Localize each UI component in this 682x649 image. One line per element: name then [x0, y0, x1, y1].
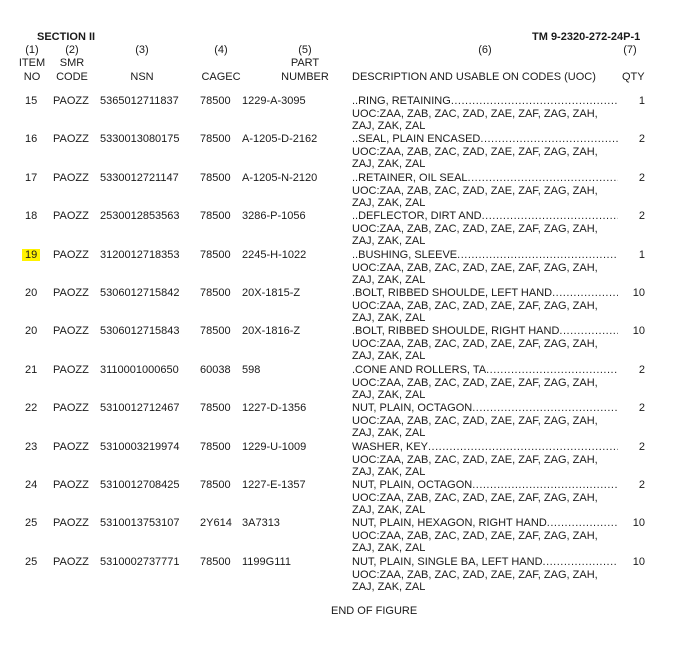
description	[352, 364, 618, 402]
item-number	[25, 249, 40, 262]
smr-code: PAOZZ	[53, 287, 89, 299]
uoc-line-continued: ZAJ, ZAK, ZAL	[352, 466, 426, 479]
description	[352, 133, 618, 171]
uoc-line-continued: ZAJ, ZAK, ZAL	[352, 504, 426, 517]
cagec: 78500	[200, 210, 231, 222]
uoc-line: UOC:ZAA, ZAB, ZAC, ZAD, ZAE, ZAF, ZAG, ZAH,	[352, 184, 598, 197]
nsn: 5310003219974	[100, 441, 180, 453]
highlighted-item-number: 19	[22, 249, 40, 261]
leader-dots	[552, 287, 618, 300]
header-no: NO	[23, 71, 41, 83]
nsn: 5365012711837	[100, 95, 179, 107]
header-part: PART	[290, 57, 320, 69]
uoc-line-continued: ZAJ, ZAK, ZAL	[352, 197, 426, 210]
leader-dots	[543, 556, 618, 569]
leader-dots	[472, 402, 618, 415]
smr-code: PAOZZ	[53, 210, 89, 222]
nsn: 5310002737771	[100, 556, 180, 568]
description-text: NUT, PLAIN, OCTAGON	[352, 402, 473, 414]
item-number-text: 23	[25, 441, 38, 453]
uoc-line-continued: ZAJ, ZAK, ZAL	[352, 274, 426, 287]
smr-code: PAOZZ	[53, 364, 89, 376]
description-text: ..DEFLECTOR, DIRT AND	[352, 210, 482, 222]
part-number: 20X-1815-Z	[242, 287, 301, 299]
leader-dots	[559, 325, 618, 338]
part-number: 1227-E-1357	[242, 479, 306, 491]
item-number	[25, 133, 37, 146]
leader-dots	[428, 441, 618, 454]
uoc-line-continued: ZAJ, ZAK, ZAL	[352, 158, 426, 171]
item-number-text: 20	[25, 325, 38, 337]
leader-dots	[482, 210, 618, 223]
item-number	[25, 556, 37, 569]
uoc-line-continued: ZAJ, ZAK, ZAL	[352, 120, 426, 133]
item-number-text: 16	[25, 133, 38, 145]
quantity: 1	[638, 95, 645, 107]
cagec: 78500	[200, 402, 231, 414]
cagec: 78500	[200, 172, 231, 184]
cagec: 78500	[200, 479, 231, 491]
item-number	[25, 402, 37, 415]
smr-code: PAOZZ	[53, 517, 89, 529]
leader-dots	[480, 133, 618, 146]
col-num-4: (4)	[214, 44, 228, 56]
quantity: 10	[632, 517, 645, 529]
smr-code: PAOZZ	[53, 479, 89, 491]
item-number	[25, 364, 37, 377]
cagec: 78500	[200, 441, 231, 453]
description	[352, 249, 618, 287]
item-number-text: 25	[25, 517, 38, 529]
cagec: 78500	[200, 287, 231, 299]
quantity: 2	[638, 441, 645, 453]
uoc-line-continued: ZAJ, ZAK, ZAL	[352, 581, 426, 594]
description	[352, 210, 618, 248]
part-number: 3A7313	[242, 517, 280, 529]
description-text: NUT, PLAIN, SINGLE BA, LEFT HAND	[352, 556, 543, 568]
cagec: 78500	[200, 325, 231, 337]
col-num-3: (3)	[135, 44, 149, 56]
item-number	[25, 479, 37, 492]
uoc-line: UOC:ZAA, ZAB, ZAC, ZAD, ZAE, ZAF, ZAG, ZAH,	[352, 529, 598, 542]
part-number: 2245-H-1022	[242, 249, 307, 261]
description-text: NUT, PLAIN, HEXAGON, RIGHT HAND	[352, 517, 547, 529]
uoc-line: UOC:ZAA, ZAB, ZAC, ZAD, ZAE, ZAF, ZAG, ZAH,	[352, 107, 598, 120]
header-nsn: NSN	[130, 71, 154, 83]
description-text: .BOLT, RIBBED SHOULDE, LEFT HAND	[352, 287, 553, 299]
item-number-text: 15	[25, 95, 38, 107]
uoc-line: UOC:ZAA, ZAB, ZAC, ZAD, ZAE, ZAF, ZAG, ZAH,	[352, 376, 598, 389]
uoc-line: UOC:ZAA, ZAB, ZAC, ZAD, ZAE, ZAF, ZAG, ZAH,	[352, 337, 598, 350]
part-number: 3286-P-1056	[242, 210, 306, 222]
quantity: 2	[638, 479, 645, 491]
col-num-2: (2)	[65, 44, 79, 56]
item-number	[25, 517, 37, 530]
end-of-figure: END OF FIGURE	[331, 605, 418, 617]
header-smr: SMR	[59, 57, 85, 69]
cagec: 78500	[200, 133, 231, 145]
nsn: 5310013753107	[100, 517, 180, 529]
description	[352, 95, 618, 133]
item-number-text: 20	[25, 287, 38, 299]
uoc-line-continued: ZAJ, ZAK, ZAL	[352, 427, 426, 440]
smr-code: PAOZZ	[53, 556, 89, 568]
part-number: 20X-1816-Z	[242, 325, 301, 337]
cagec: 60038	[200, 364, 231, 376]
uoc-line: UOC:ZAA, ZAB, ZAC, ZAD, ZAE, ZAF, ZAG, ZAH,	[352, 453, 598, 466]
part-number: 598	[242, 364, 261, 376]
quantity: 2	[638, 210, 645, 222]
cagec: 78500	[200, 249, 231, 261]
header-cagec: CAGEC	[201, 71, 241, 83]
item-number	[25, 441, 37, 454]
leader-dots	[472, 479, 618, 492]
leader-dots	[486, 364, 618, 377]
description-text: ..SEAL, PLAIN ENCASED	[352, 133, 481, 145]
description	[352, 172, 618, 210]
header-item: ITEM	[18, 57, 46, 69]
col-num-6: (6)	[478, 44, 492, 56]
col-num-7: (7)	[623, 44, 637, 56]
description-text: NUT, PLAIN, OCTAGON	[352, 479, 473, 491]
uoc-line: UOC:ZAA, ZAB, ZAC, ZAD, ZAE, ZAF, ZAG, ZAH,	[352, 145, 598, 158]
smr-code: PAOZZ	[53, 325, 89, 337]
description-text: ..RETAINER, OIL SEAL	[352, 172, 468, 184]
item-number-text: 21	[25, 364, 38, 376]
quantity: 2	[638, 172, 645, 184]
tm-number: TM 9-2320-272-24P-1	[532, 31, 641, 43]
col-num-1: (1)	[25, 44, 39, 56]
item-number-text: 24	[25, 479, 38, 491]
nsn: 5310012712467	[100, 402, 180, 414]
leader-dots	[457, 249, 618, 262]
description-text: ..BUSHING, SLEEVE	[352, 249, 458, 261]
leader-dots	[451, 95, 618, 108]
description	[352, 287, 618, 325]
quantity: 10	[632, 556, 645, 568]
nsn: 5310012708425	[100, 479, 180, 491]
part-number: 1229-A-3095	[242, 95, 306, 107]
description-text: .BOLT, RIBBED SHOULDE, RIGHT HAND	[352, 325, 560, 337]
cagec: 78500	[200, 95, 231, 107]
uoc-line-continued: ZAJ, ZAK, ZAL	[352, 312, 426, 325]
item-number-text: 18	[25, 210, 38, 222]
part-number: A-1205-N-2120	[242, 172, 318, 184]
nsn: 5306012715843	[100, 325, 180, 337]
leader-dots	[547, 517, 618, 530]
uoc-line: UOC:ZAA, ZAB, ZAC, ZAD, ZAE, ZAF, ZAG, ZAH,	[352, 299, 598, 312]
item-number	[25, 210, 37, 223]
col-num-5: (5)	[298, 44, 312, 56]
quantity: 2	[638, 133, 645, 145]
item-number	[25, 287, 37, 300]
item-number-text: 25	[25, 556, 38, 568]
description	[352, 517, 618, 555]
nsn: 3120012718353	[100, 249, 180, 261]
uoc-line: UOC:ZAA, ZAB, ZAC, ZAD, ZAE, ZAF, ZAG, ZAH,	[352, 491, 598, 504]
leader-dots	[468, 172, 618, 185]
smr-code: PAOZZ	[53, 95, 89, 107]
smr-code: PAOZZ	[53, 402, 89, 414]
uoc-line-continued: ZAJ, ZAK, ZAL	[352, 389, 426, 402]
part-number: 1229-U-1009	[242, 441, 307, 453]
nsn: 5330012721147	[100, 172, 179, 184]
description	[352, 402, 618, 440]
description	[352, 325, 618, 363]
uoc-line: UOC:ZAA, ZAB, ZAC, ZAD, ZAE, ZAF, ZAG, ZAH,	[352, 568, 598, 581]
uoc-line-continued: ZAJ, ZAK, ZAL	[352, 350, 426, 363]
description	[352, 479, 618, 517]
uoc-line: UOC:ZAA, ZAB, ZAC, ZAD, ZAE, ZAF, ZAG, ZAH,	[352, 261, 598, 274]
item-number	[25, 325, 37, 338]
description	[352, 441, 618, 479]
nsn: 5330013080175	[100, 133, 180, 145]
header-description: DESCRIPTION AND USABLE ON CODES (UOC)	[352, 71, 596, 83]
smr-code: PAOZZ	[53, 172, 89, 184]
part-number: A-1205-D-2162	[242, 133, 318, 145]
item-number	[25, 95, 37, 108]
description	[352, 556, 618, 594]
uoc-line-continued: ZAJ, ZAK, ZAL	[352, 542, 426, 555]
cagec: 78500	[200, 556, 231, 568]
item-number-text: 22	[25, 402, 38, 414]
cagec: 2Y614	[200, 517, 232, 529]
item-number-text: 17	[25, 172, 38, 184]
item-number	[25, 172, 37, 185]
quantity: 1	[638, 249, 645, 261]
smr-code: PAOZZ	[53, 249, 89, 261]
nsn: 3110001000650	[100, 364, 179, 376]
part-number: 1199G111	[242, 556, 291, 568]
quantity: 10	[632, 287, 645, 299]
uoc-line-continued: ZAJ, ZAK, ZAL	[352, 235, 426, 248]
smr-code: PAOZZ	[53, 133, 89, 145]
header-number: NUMBER	[281, 71, 329, 83]
uoc-line: UOC:ZAA, ZAB, ZAC, ZAD, ZAE, ZAF, ZAG, ZAH,	[352, 222, 598, 235]
description-text: .CONE AND ROLLERS, TA	[352, 364, 487, 376]
header-code: CODE	[56, 71, 88, 83]
description-text: ..RING, RETAINING	[352, 95, 451, 107]
description-text: WASHER, KEY	[352, 441, 428, 453]
section-title: SECTION II	[37, 31, 96, 43]
quantity: 10	[632, 325, 645, 337]
quantity: 2	[638, 364, 645, 376]
nsn: 5306012715842	[100, 287, 180, 299]
header-qty: QTY	[622, 71, 645, 83]
quantity: 2	[638, 402, 645, 414]
uoc-line: UOC:ZAA, ZAB, ZAC, ZAD, ZAE, ZAF, ZAG, ZAH,	[352, 414, 598, 427]
nsn: 2530012853563	[100, 210, 180, 222]
part-number: 1227-D-1356	[242, 402, 307, 414]
smr-code: PAOZZ	[53, 441, 89, 453]
